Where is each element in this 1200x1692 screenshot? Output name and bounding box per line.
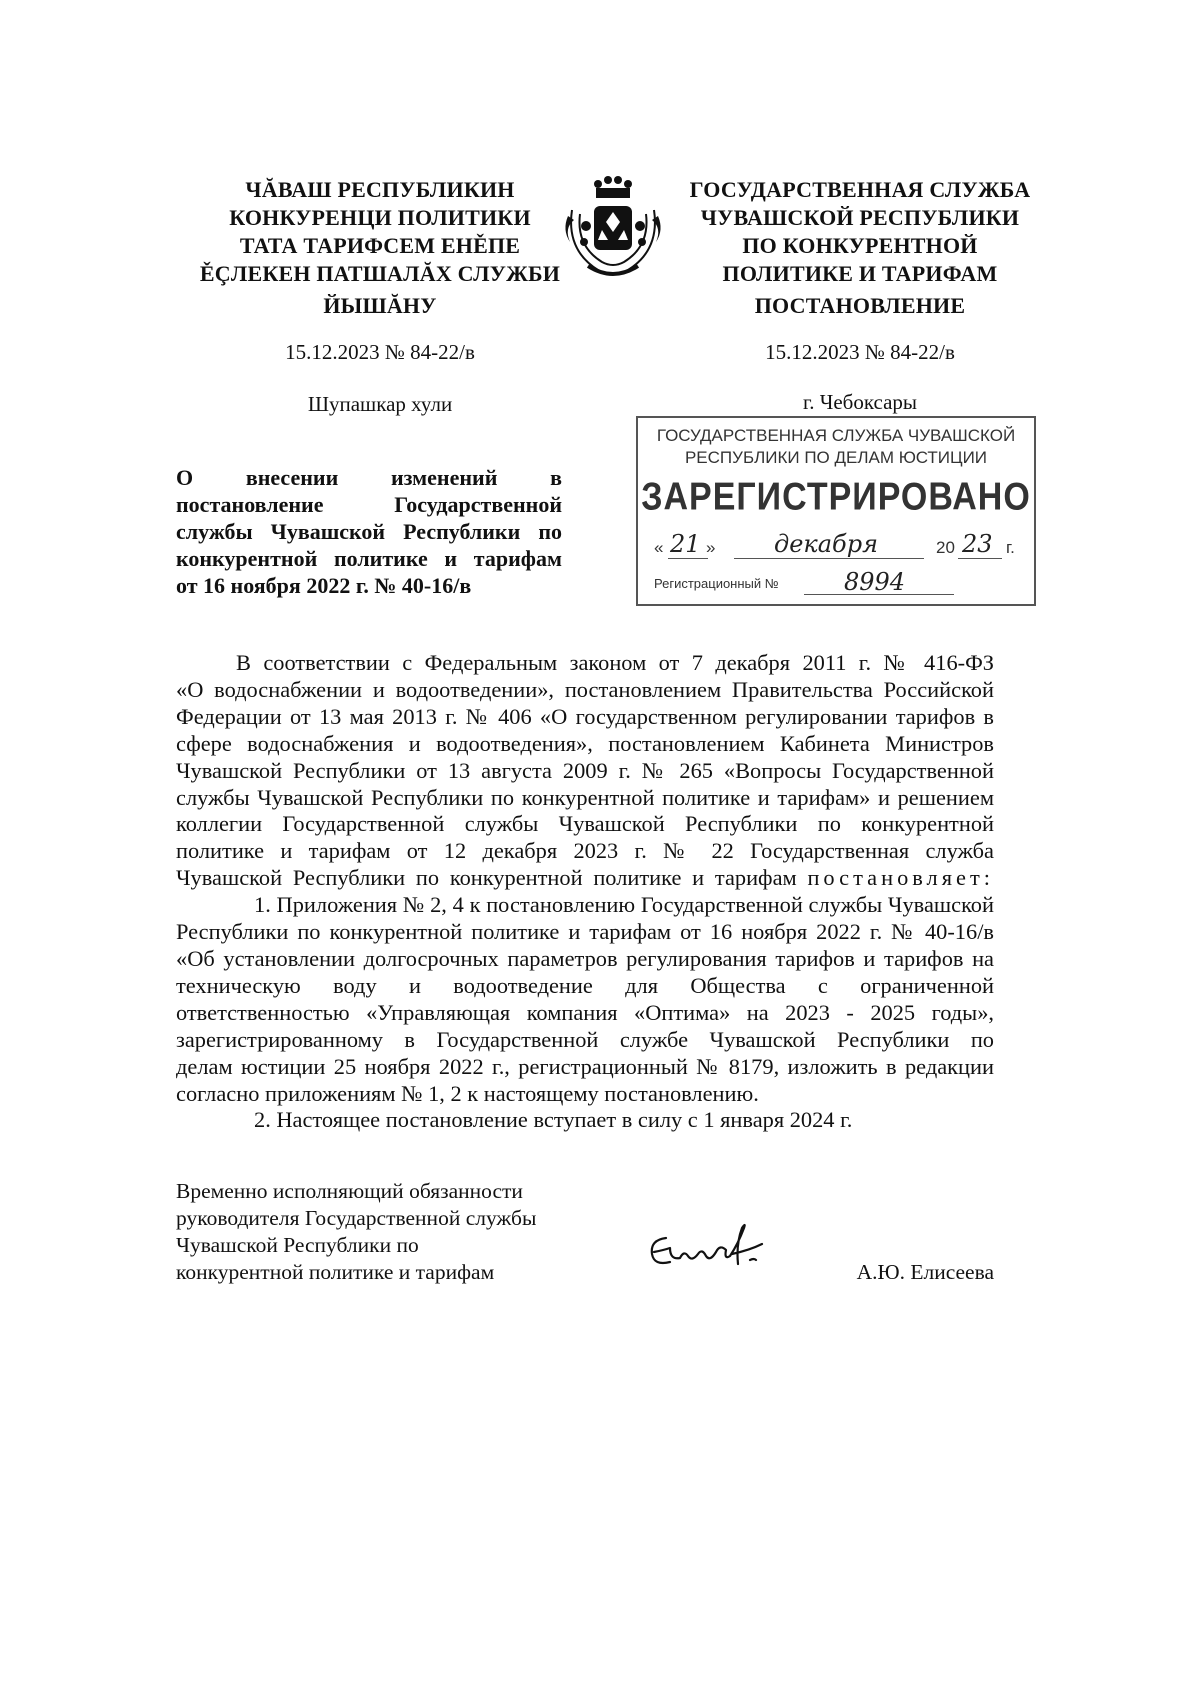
- resolution-verb: постановляет:: [807, 865, 994, 891]
- stamp-day: 21: [670, 530, 701, 558]
- header-right-line: ПО КОНКУРЕНТНОЙ: [742, 233, 978, 258]
- signatory-line: Временно исполняющий обязанности: [176, 1179, 523, 1203]
- city-right: г. Чебоксары: [802, 390, 918, 414]
- handwritten-signature: [640, 1214, 770, 1284]
- stamp-reg-label: Регистрационный №: [654, 576, 779, 591]
- body-line: 2. Настоящее постановление вступает в силу с 1 января 2024 г.: [254, 1107, 853, 1133]
- body-line: делам юстиции 25 ноября 2022 г., регистрационный № 8179, изложить в редакции: [176, 1053, 994, 1079]
- doc-type-chuvash: ЙЫШĂНУ: [323, 293, 437, 318]
- signatory-line: Чувашской Республики по: [176, 1233, 419, 1257]
- header-left-line: ЧĂВАШ РЕСПУБЛИКИН: [245, 177, 515, 202]
- header-right-line: ЧУВАШСКОЙ РЕСПУБЛИКИ: [700, 205, 1020, 230]
- header-left-line: ТАТА ТАРИФСЕМ ЕНĚПЕ: [239, 233, 521, 258]
- header-right-line: ГОСУДАРСТВЕННАЯ СЛУЖБА: [689, 177, 1031, 202]
- title-line: конкурентной политике и тарифам: [176, 546, 562, 571]
- body-line: Федерации от 13 мая 2013 г. № 406 «О государственном регулировании тарифов в: [176, 703, 994, 729]
- stamp-year-end: г.: [1006, 538, 1015, 557]
- stamp-status: ЗАРЕГИСТРИРОВАНО: [641, 475, 1031, 519]
- stamp-line-1: ГОСУДАРСТВЕННАЯ СЛУЖБА ЧУВАШСКОЙ: [656, 426, 1016, 445]
- body-line: В соответствии с Федеральным законом от 7 декабря 2011 г. № 416-ФЗ: [236, 650, 994, 675]
- body-line: [176, 865, 994, 892]
- body-line-text: Чувашской Республики по конкурентной политике и тарифам: [176, 865, 797, 891]
- date-number-right: 15.12.2023 № 84-22/в: [765, 340, 955, 364]
- body-line: сфере водоснабжения и водоотведения», постановлением Кабинета Министров: [176, 730, 994, 756]
- header-right: [680, 176, 1040, 288]
- stamp-line-2: РЕСПУБЛИКИ ПО ДЕЛАМ ЮСТИЦИИ: [684, 448, 988, 467]
- document-title: [176, 464, 562, 599]
- stamp-reg-number: 8994: [844, 568, 906, 596]
- header-left-line: КОНКУРЕНЦИ ПОЛИТИКИ: [229, 205, 531, 230]
- body-line: Республики по конкурентной политике и тарифам от 16 ноября 2022 г. № 40-16/в: [176, 919, 994, 945]
- body-line: согласно приложениям № 1, 2 к настоящему постановлению.: [176, 1080, 759, 1106]
- body-line: зарегистрированному в Государственной службе Чувашской Республики по: [176, 1026, 994, 1052]
- city-left: Шупашкар хули: [307, 392, 453, 416]
- body-line: «О водоснабжении и водоотведении», постановлением Правительства Российской: [176, 676, 994, 702]
- body-line: 1. Приложения № 2, 4 к постановлению Государственной службы Чувашской: [254, 892, 994, 918]
- header-right-line: ПОЛИТИКЕ И ТАРИФАМ: [722, 261, 998, 286]
- title-line: от 16 ноября 2022 г. № 40-16/в: [176, 573, 472, 598]
- chuvash-coat-of-arms-icon: [558, 170, 668, 282]
- document-body: [176, 650, 994, 1134]
- signatory-line: конкурентной политике и тарифам: [176, 1260, 495, 1284]
- stamp-reg-row: [654, 568, 1024, 598]
- header-left-line: ĚÇЛЕКЕН ПАТШАЛĂХ СЛУЖБИ: [199, 261, 561, 286]
- body-line: Чувашской Республики от 13 августа 2009 г. № 265 «Вопросы Государственной: [176, 757, 994, 783]
- signatory-position: [176, 1178, 596, 1286]
- title-line: службы Чувашской Республики по: [176, 519, 562, 544]
- body-line: службы Чувашской Республики по конкурентной политике и тарифам» и решением: [176, 784, 994, 810]
- registration-stamp: [636, 416, 1036, 606]
- stamp-year-suffix: 23: [962, 530, 993, 558]
- stamp-year-prefix: 20: [936, 538, 955, 557]
- stamp-month: декабря: [774, 530, 878, 558]
- header-left: [160, 176, 600, 288]
- signatory-name: А.Ю. Елисеева: [856, 1260, 994, 1284]
- body-line: политике и тарифам от 12 декабря 2023 г. № 22 Государственная служба: [176, 838, 994, 864]
- body-line: коллегии Государственной службы Чувашской Республики по конкурентной: [176, 811, 994, 837]
- doc-type-russian: ПОСТАНОВЛЕНИЕ: [754, 293, 966, 318]
- stamp-date-row: « 21 » декабря 20 23 г.: [654, 530, 1015, 558]
- body-line: «Об установлении долгосрочных параметров регулирования тарифов и тарифов на: [176, 945, 994, 971]
- date-number-left: 15.12.2023 № 84-22/в: [285, 340, 475, 364]
- body-line: ответственностью «Управляющая компания «Оптима» на 2023 - 2025 годы»,: [176, 999, 994, 1025]
- title-line: О внесении изменений в: [176, 465, 562, 490]
- title-line: постановление Государственной: [176, 492, 562, 517]
- body-line: техническую воду и водоотведение для Общества с ограниченной: [176, 972, 994, 998]
- signatory-line: руководителя Государственной службы: [176, 1206, 537, 1230]
